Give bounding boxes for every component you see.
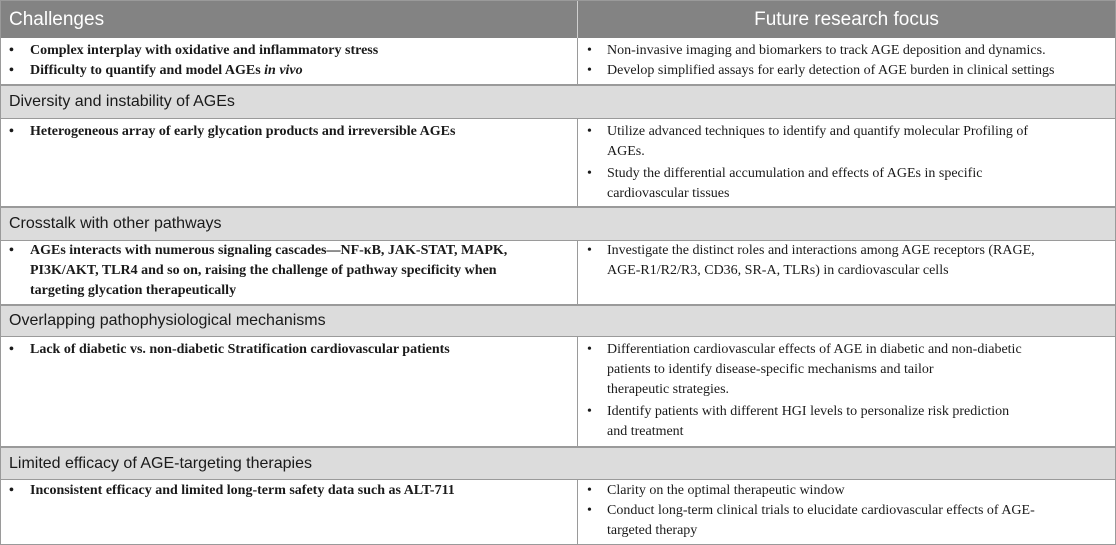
bullet: •	[587, 342, 592, 357]
table-row	[1, 119, 1115, 207]
table-row	[1, 38, 1115, 85]
future-focus-cell	[578, 241, 1115, 281]
section-row	[1, 447, 1115, 480]
future-focus-cell	[578, 340, 1115, 442]
bullet: •	[587, 503, 592, 518]
challenges-column-header: Challenges	[9, 9, 105, 30]
bullet: •	[587, 63, 592, 78]
table-row	[1, 241, 1115, 305]
list-item: • Non-invasive imaging and biomarkers to track AGE deposition and dynamics.	[578, 41, 1115, 61]
section-title: Crosstalk with other pathways	[9, 215, 222, 232]
list-item: • Lack of diabetic vs. non-diabetic Stratification cardiovascular patients	[1, 340, 577, 360]
future-focus-column-header: Future research focus	[754, 9, 939, 30]
section-row	[1, 305, 1115, 337]
bullet: •	[587, 243, 592, 258]
bullet: •	[9, 243, 14, 258]
list-item: • Identify patients with different HGI levels to personalize risk prediction and treatment	[587, 404, 1010, 439]
future-focus-cell	[578, 122, 1115, 204]
list-item: • Utilize advanced techniques to identify and quantify molecular Profiling of AGEs.	[587, 124, 1029, 159]
bullet: •	[587, 43, 592, 58]
list-item: • Conduct long-term clinical trials to elucidate cardiovascular effects of AGE- targeted therapy	[587, 503, 1035, 538]
section-title: Diversity and instability of AGEs	[9, 93, 235, 110]
list-item: • Complex interplay with oxidative and inflammatory stress	[1, 41, 577, 61]
section-title: Limited efficacy of AGE-targeting therapies	[9, 455, 312, 472]
list-item: • Clarity on the optimal therapeutic window	[578, 481, 1115, 501]
bullet: •	[587, 483, 592, 498]
list-item: • Develop simplified assays for early detection of AGE burden in clinical settings	[578, 61, 1115, 81]
challenge-cell	[1, 481, 577, 501]
bullet: •	[587, 124, 592, 139]
table-row	[1, 480, 1115, 544]
section-row	[1, 85, 1115, 119]
list-item: • AGEs interacts with numerous signaling cascades—NF-κB, JAK-STAT, MAPK, PI3K/AKT, TLR4 and so on, raising the challenge of pathway specificity when targeting glycation therapeutically	[9, 243, 508, 298]
list-item: • Investigate the distinct roles and interactions among AGE receptors (RAGE, AGE-R1/R2/R3, CD36, SR-A, TLRs) in cardiovascular cells	[587, 243, 1035, 278]
future-focus-cell	[578, 481, 1115, 541]
bullet: •	[9, 63, 14, 78]
bullet: •	[9, 483, 14, 498]
list-item: • Difficulty to quantify and model AGEs in vivo	[1, 61, 577, 81]
table-header	[1, 1, 1115, 38]
bullet: •	[9, 342, 14, 357]
challenge-cell	[1, 241, 577, 301]
list-item: • Heterogeneous array of early glycation products and irreversible AGEs	[1, 122, 577, 142]
table-row	[1, 337, 1115, 447]
section-row	[1, 207, 1115, 241]
challenge-cell	[1, 122, 577, 142]
challenge-cell	[1, 340, 577, 360]
future-focus-cell	[578, 41, 1115, 81]
bullet: •	[9, 43, 14, 58]
list-item: • Differentiation cardiovascular effects of AGE in diabetic and non-diabetic patients to identify disease-specific mechanisms and tailor therapeutic strategies.	[587, 342, 1022, 397]
bullet: •	[587, 166, 592, 181]
bullet: •	[587, 404, 592, 419]
list-item: • Inconsistent efficacy and limited long-term safety data such as ALT-711	[1, 481, 577, 501]
bullet: •	[9, 124, 14, 139]
list-item: • Study the differential accumulation and effects of AGEs in specific cardiovascular tissues	[587, 166, 983, 201]
section-title: Overlapping pathophysiological mechanisms	[9, 312, 326, 329]
challenge-cell	[1, 41, 577, 81]
